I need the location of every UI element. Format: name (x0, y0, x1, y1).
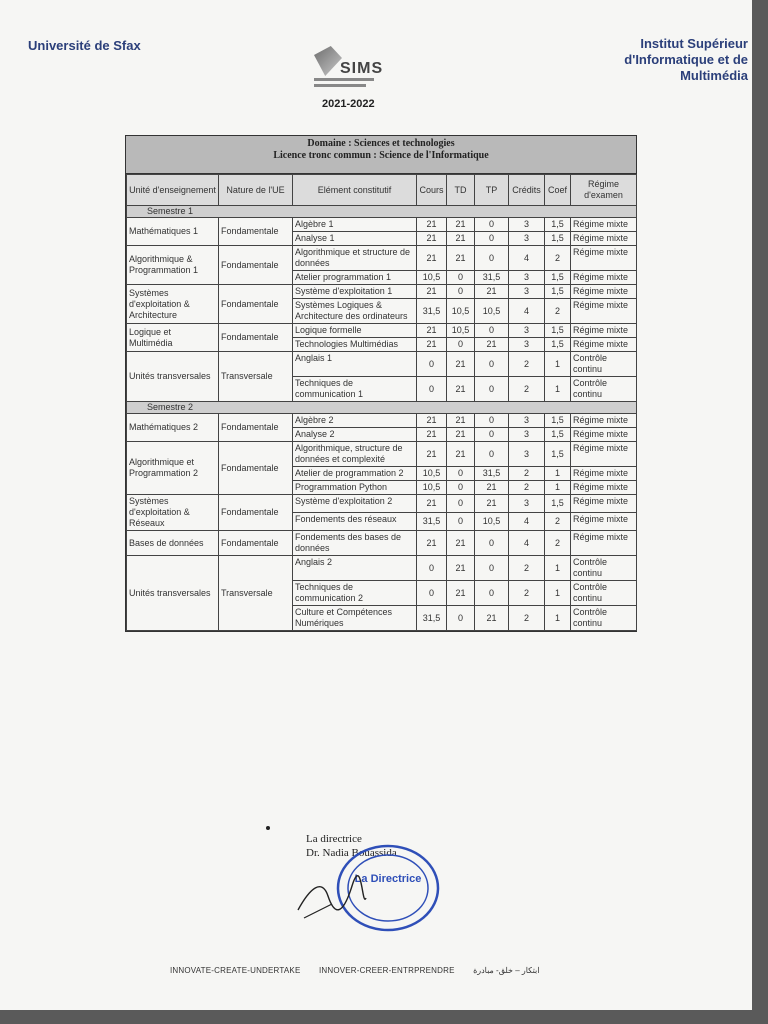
regime-cell: Régime mixte (571, 338, 637, 352)
td-cell: 0 (447, 513, 475, 531)
university-name: Université de Sfax (28, 38, 141, 53)
column-header: TP (475, 175, 509, 206)
unit-cell: Unités transversales (127, 352, 219, 402)
cours-cell: 0 (417, 556, 447, 581)
credits-cell: 3 (509, 428, 545, 442)
credits-cell: 3 (509, 232, 545, 246)
semester-row (127, 402, 637, 414)
td-cell: 21 (447, 246, 475, 271)
cours-cell: 21 (417, 324, 447, 338)
nature-cell: Fondamentale (219, 324, 293, 352)
credits-cell: 3 (509, 271, 545, 285)
coef-cell: 1,5 (545, 218, 571, 232)
credits-cell: 3 (509, 285, 545, 299)
nature-cell: Transversale (219, 352, 293, 402)
table-header-row (127, 175, 637, 206)
credits-cell: 4 (509, 513, 545, 531)
column-header: Crédits (509, 175, 545, 206)
element-cell: Logique formelle (293, 324, 417, 338)
cours-cell: 21 (417, 414, 447, 428)
coef-cell: 2 (545, 246, 571, 271)
element-cell: Algèbre 1 (293, 218, 417, 232)
cours-cell: 31,5 (417, 513, 447, 531)
coef-cell: 1,5 (545, 442, 571, 467)
credits-cell: 2 (509, 352, 545, 377)
element-cell: Techniques de communication 1 (293, 377, 417, 402)
institute-logo (310, 44, 390, 92)
credits-cell: 2 (509, 556, 545, 581)
motto-ar: ابتكار – خلق- مبادرة (473, 966, 540, 975)
nature-cell: Transversale (219, 556, 293, 631)
coef-cell: 1,5 (545, 428, 571, 442)
cours-cell: 0 (417, 377, 447, 402)
regime-cell: Régime mixte (571, 531, 637, 556)
regime-cell: Régime mixte (571, 324, 637, 338)
credits-cell: 4 (509, 299, 545, 324)
coef-cell: 2 (545, 513, 571, 531)
td-cell: 21 (447, 218, 475, 232)
domain-title: Domaine : Sciences et technologies (307, 138, 455, 149)
regime-cell: Régime mixte (571, 285, 637, 299)
coef-cell: 1,5 (545, 414, 571, 428)
cours-cell: 21 (417, 442, 447, 467)
element-cell: Culture et Compétences Numériques (293, 606, 417, 631)
tp-cell: 21 (475, 606, 509, 631)
td-cell: 0 (447, 271, 475, 285)
unit-cell: Logique et Multimédia (127, 324, 219, 352)
credits-cell: 2 (509, 606, 545, 631)
regime-cell: Régime mixte (571, 232, 637, 246)
regime-cell: Régime mixte (571, 442, 637, 467)
table-row (127, 495, 637, 513)
coef-cell: 1,5 (545, 285, 571, 299)
cours-cell: 10,5 (417, 467, 447, 481)
element-cell: Analyse 2 (293, 428, 417, 442)
cours-cell: 21 (417, 338, 447, 352)
regime-cell: Régime mixte (571, 414, 637, 428)
tp-cell: 21 (475, 481, 509, 495)
institute-name (548, 36, 748, 84)
unit-cell: Unités transversales (127, 556, 219, 631)
nature-cell: Fondamentale (219, 531, 293, 556)
regime-cell: Contrôle continu (571, 606, 637, 631)
motto-fr: INNOVER-CREER-ENTRPRENDRE (318, 966, 455, 975)
academic-year: 2021-2022 (322, 98, 375, 110)
cours-cell: 21 (417, 232, 447, 246)
td-cell: 0 (447, 481, 475, 495)
table-row (127, 352, 637, 377)
regime-cell: Régime mixte (571, 467, 637, 481)
coef-cell: 1,5 (545, 232, 571, 246)
institute-line: Institut Supérieur (640, 36, 748, 51)
td-cell: 0 (447, 495, 475, 513)
coef-cell: 1 (545, 581, 571, 606)
tp-cell: 0 (475, 442, 509, 467)
credits-cell: 3 (509, 218, 545, 232)
table-row (127, 246, 637, 271)
credits-cell: 3 (509, 324, 545, 338)
element-cell: Fondements des réseaux (293, 513, 417, 531)
td-cell: 10,5 (447, 299, 475, 324)
coef-cell: 1,5 (545, 495, 571, 513)
motto-en: INNOVATE-CREATE-UNDERTAKE (170, 966, 301, 975)
td-cell: 21 (447, 232, 475, 246)
tp-cell: 0 (475, 556, 509, 581)
table-row (127, 324, 637, 338)
cours-cell: 21 (417, 531, 447, 556)
element-cell: Système d'exploitation 2 (293, 495, 417, 513)
cours-cell: 21 (417, 218, 447, 232)
institute-line: d'Informatique et de (624, 52, 748, 67)
td-cell: 10,5 (447, 324, 475, 338)
tp-cell: 21 (475, 495, 509, 513)
semester-row (127, 206, 637, 218)
unit-cell: Algorithmique & Programmation 1 (127, 246, 219, 285)
table-row (127, 218, 637, 232)
regime-cell: Régime mixte (571, 299, 637, 324)
coef-cell: 1 (545, 467, 571, 481)
regime-cell: Régime mixte (571, 513, 637, 531)
element-cell: Techniques de communication 2 (293, 581, 417, 606)
td-cell: 21 (447, 428, 475, 442)
tp-cell: 0 (475, 232, 509, 246)
credits-cell: 2 (509, 581, 545, 606)
tp-cell: 21 (475, 285, 509, 299)
cours-cell: 21 (417, 285, 447, 299)
cours-cell: 21 (417, 246, 447, 271)
signature-name: Dr. Nadia Bouassida (306, 847, 397, 859)
tp-cell: 0 (475, 246, 509, 271)
table-row (127, 556, 637, 581)
td-cell: 21 (447, 352, 475, 377)
regime-cell: Contrôle continu (571, 581, 637, 606)
tp-cell: 0 (475, 324, 509, 338)
regime-cell: Contrôle continu (571, 556, 637, 581)
credits-cell: 2 (509, 481, 545, 495)
unit-cell: Systèmes d'exploitation & Réseaux (127, 495, 219, 531)
cours-cell: 21 (417, 495, 447, 513)
table-row (127, 531, 637, 556)
element-cell: Système d'exploitation 1 (293, 285, 417, 299)
nature-cell: Fondamentale (219, 414, 293, 442)
tp-cell: 10,5 (475, 513, 509, 531)
nature-cell: Fondamentale (219, 442, 293, 495)
element-cell: Analyse 1 (293, 232, 417, 246)
tp-cell: 0 (475, 218, 509, 232)
unit-cell: Algorithmique et Programmation 2 (127, 442, 219, 495)
credits-cell: 4 (509, 246, 545, 271)
regime-cell: Contrôle continu (571, 377, 637, 402)
signature-role: La directrice (306, 833, 362, 845)
nature-cell: Fondamentale (219, 246, 293, 285)
td-cell: 21 (447, 414, 475, 428)
td-cell: 21 (447, 531, 475, 556)
regime-cell: Régime mixte (571, 246, 637, 271)
tp-cell: 21 (475, 338, 509, 352)
handwritten-signature-icon (292, 868, 372, 928)
regime-cell: Régime mixte (571, 271, 637, 285)
domain-banner (126, 136, 636, 174)
element-cell: Anglais 2 (293, 556, 417, 581)
credits-cell: 2 (509, 377, 545, 402)
table-row (127, 285, 637, 299)
tp-cell: 0 (475, 377, 509, 402)
credits-cell: 2 (509, 467, 545, 481)
credits-cell: 4 (509, 531, 545, 556)
column-header: Régime d'examen (571, 175, 637, 206)
footer-mottos (170, 966, 555, 975)
cours-cell: 31,5 (417, 606, 447, 631)
logo-mark-icon (314, 46, 342, 76)
cours-cell: 0 (417, 581, 447, 606)
element-cell: Algorithmique et structure de données (293, 246, 417, 271)
column-header: Unité d'enseignement (127, 175, 219, 206)
curriculum-sheet (125, 135, 637, 632)
regime-cell: Régime mixte (571, 218, 637, 232)
logo-arabic-line-icon (314, 78, 374, 81)
element-cell: Programmation Python (293, 481, 417, 495)
credits-cell: 3 (509, 414, 545, 428)
coef-cell: 1 (545, 481, 571, 495)
semester-label: Semestre 2 (127, 402, 637, 414)
regime-cell: Contrôle continu (571, 352, 637, 377)
tp-cell: 0 (475, 352, 509, 377)
nature-cell: Fondamentale (219, 285, 293, 324)
logo-text: SIMS (340, 60, 384, 77)
element-cell: Fondements des bases de données (293, 531, 417, 556)
cours-cell: 10,5 (417, 481, 447, 495)
institute-line: Multimédia (680, 68, 748, 83)
coef-cell: 1 (545, 352, 571, 377)
td-cell: 21 (447, 442, 475, 467)
ink-dot (266, 826, 270, 830)
td-cell: 0 (447, 285, 475, 299)
td-cell: 21 (447, 556, 475, 581)
credits-cell: 3 (509, 495, 545, 513)
coef-cell: 2 (545, 531, 571, 556)
coef-cell: 1 (545, 606, 571, 631)
coef-cell: 1 (545, 377, 571, 402)
cours-cell: 10,5 (417, 271, 447, 285)
semester-label: Semestre 1 (127, 206, 637, 218)
regime-cell: Régime mixte (571, 428, 637, 442)
element-cell: Anglais 1 (293, 352, 417, 377)
td-cell: 0 (447, 338, 475, 352)
column-header: TD (447, 175, 475, 206)
credits-cell: 3 (509, 338, 545, 352)
coef-cell: 1,5 (545, 338, 571, 352)
element-cell: Atelier programmation 1 (293, 271, 417, 285)
coef-cell: 2 (545, 299, 571, 324)
column-header: Cours (417, 175, 447, 206)
credits-cell: 3 (509, 442, 545, 467)
cours-cell: 0 (417, 352, 447, 377)
tp-cell: 10,5 (475, 299, 509, 324)
cours-cell: 31,5 (417, 299, 447, 324)
tp-cell: 0 (475, 581, 509, 606)
unit-cell: Mathématiques 2 (127, 414, 219, 442)
tp-cell: 0 (475, 414, 509, 428)
nature-cell: Fondamentale (219, 495, 293, 531)
td-cell: 21 (447, 377, 475, 402)
unit-cell: Mathématiques 1 (127, 218, 219, 246)
element-cell: Algorithmique, structure de données et complexité (293, 442, 417, 467)
regime-cell: Régime mixte (571, 495, 637, 513)
td-cell: 21 (447, 581, 475, 606)
column-header: Elément constitutif (293, 175, 417, 206)
element-cell: Algèbre 2 (293, 414, 417, 428)
coef-cell: 1,5 (545, 271, 571, 285)
coef-cell: 1 (545, 556, 571, 581)
unit-cell: Systèmes d'exploitation & Architecture (127, 285, 219, 324)
element-cell: Technologies Multimédias (293, 338, 417, 352)
licence-title: Licence tronc commun : Science de l'Informatique (273, 150, 489, 161)
td-cell: 0 (447, 606, 475, 631)
regime-cell: Régime mixte (571, 481, 637, 495)
nature-cell: Fondamentale (219, 218, 293, 246)
stamp-text: La Directrice (354, 873, 422, 885)
logo-arabic-line-icon (314, 84, 366, 87)
tp-cell: 0 (475, 531, 509, 556)
table-row (127, 414, 637, 428)
element-cell: Atelier de programmation 2 (293, 467, 417, 481)
coef-cell: 1,5 (545, 324, 571, 338)
cours-cell: 21 (417, 428, 447, 442)
tp-cell: 31,5 (475, 271, 509, 285)
curriculum-table (126, 174, 637, 631)
tp-cell: 0 (475, 428, 509, 442)
element-cell: Systèmes Logiques & Architecture des ordinateurs (293, 299, 417, 324)
column-header: Coef (545, 175, 571, 206)
table-row (127, 442, 637, 467)
unit-cell: Bases de données (127, 531, 219, 556)
tp-cell: 31,5 (475, 467, 509, 481)
column-header: Nature de l'UE (219, 175, 293, 206)
td-cell: 0 (447, 467, 475, 481)
